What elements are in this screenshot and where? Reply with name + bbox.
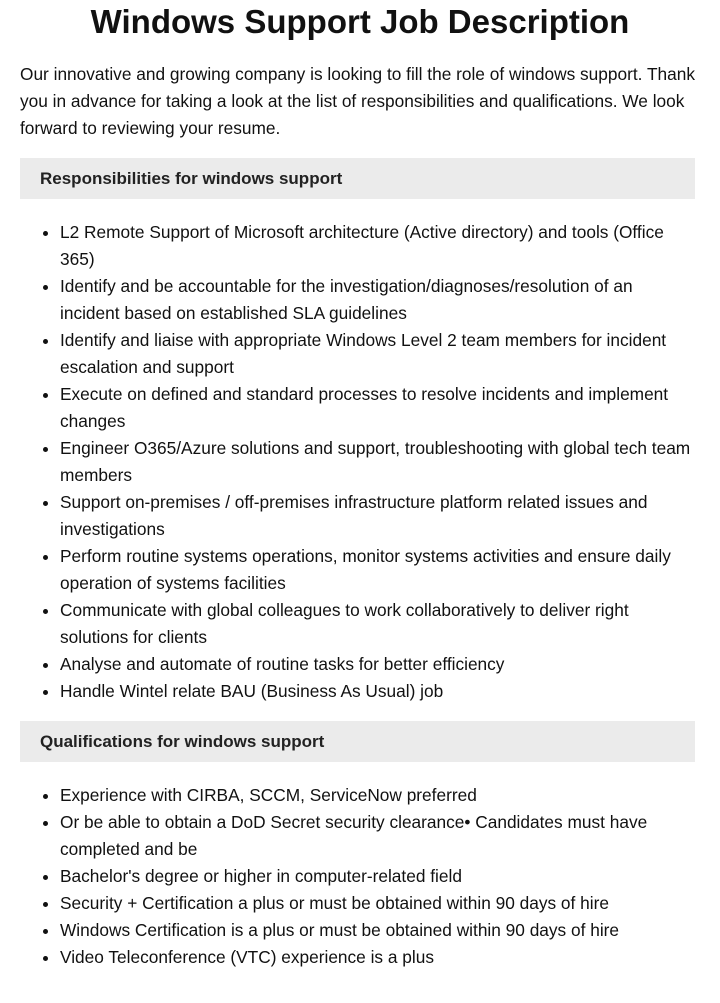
list-item: • Identify and be accountable for the investigation/diagnoses/resolution of an incident based on established SLA guidelines xyxy=(60,273,695,327)
list-item: • Identify and liaise with appropriate Windows Level 2 team members for incident escalation and support xyxy=(60,327,695,381)
list-item: • Execute on defined and standard processes to resolve incidents and implement changes xyxy=(60,381,695,435)
list-item: • Bachelor's degree or higher in computer-related field xyxy=(60,863,695,890)
page-title: Windows Support Job Description xyxy=(90,3,630,40)
list-item: • L2 Remote Support of Microsoft architecture (Active directory) and tools (Office 365) xyxy=(60,219,695,273)
list-item: • Support on-premises / off-premises infrastructure platform related issues and investigations xyxy=(60,489,695,543)
responsibilities-heading: Responsibilities for windows support xyxy=(20,158,695,199)
list-item: • Perform routine systems operations, monitor systems activities and ensure daily operation of systems facilities xyxy=(60,543,695,597)
qualifications-list xyxy=(20,782,695,971)
list-item: • Video Teleconference (VTC) experience is a plus xyxy=(60,944,695,971)
list-item: • Or be able to obtain a DoD Secret security clearance• Candidates must have completed and be xyxy=(60,809,695,863)
list-item: • Engineer O365/Azure solutions and support, troubleshooting with global tech team members xyxy=(60,435,695,489)
list-item: • Windows Certification is a plus or must be obtained within 90 days of hire xyxy=(60,917,695,944)
responsibilities-list xyxy=(20,219,695,705)
intro-paragraph: Our innovative and growing company is looking to fill the role of windows support. Thank you in advance for taking a look at the list of responsibilities and qualifications. We look forward to reviewing your resume. xyxy=(20,64,695,138)
list-item: • Communicate with global colleagues to work collaboratively to deliver right solutions for clients xyxy=(60,597,695,651)
list-item: • Analyse and automate of routine tasks for better efficiency xyxy=(60,651,695,678)
list-item: • Experience with CIRBA, SCCM, ServiceNow preferred xyxy=(60,782,695,809)
list-item: • Security + Certification a plus or must be obtained within 90 days of hire xyxy=(60,890,695,917)
list-item: • Handle Wintel relate BAU (Business As Usual) job xyxy=(60,678,695,705)
qualifications-heading: Qualifications for windows support xyxy=(20,721,695,762)
